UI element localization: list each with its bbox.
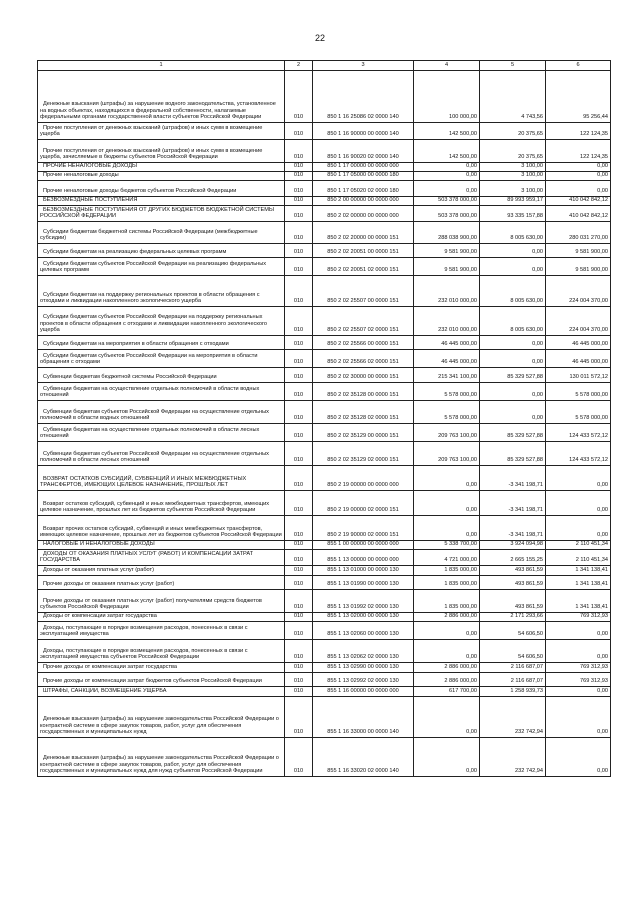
row-code-cell: 010 bbox=[285, 368, 313, 383]
row-code-cell: 010 bbox=[285, 350, 313, 368]
table-row bbox=[38, 673, 611, 687]
row-code-cell: 010 bbox=[285, 276, 313, 307]
row-plan-cell: 100 000,00 bbox=[414, 71, 480, 123]
row-name-cell bbox=[38, 541, 285, 550]
row-plan-cell: 46 445 000,00 bbox=[414, 350, 480, 368]
row-code-cell: 010 bbox=[285, 258, 313, 276]
table-row bbox=[38, 71, 611, 123]
row-fact-cell: 85 329 527,88 bbox=[480, 442, 546, 466]
row-code-cell: 010 bbox=[285, 163, 313, 172]
row-plan-cell: 0,00 bbox=[414, 491, 480, 516]
row-name-cell bbox=[38, 222, 285, 244]
row-fact-cell: 8 005 630,00 bbox=[480, 307, 546, 336]
row-name-text: Субвенции бюджетам субъектов Российской Федерации на осуществление отдельных полномочий в области водных отношений bbox=[40, 408, 269, 422]
row-code-cell: 010 bbox=[285, 622, 313, 640]
row-kbk-cell: 850 2 02 35128 00 0000 151 bbox=[313, 383, 414, 401]
row-kbk-cell: 850 2 19 00000 00 0000 000 bbox=[313, 466, 414, 491]
table-row bbox=[38, 244, 611, 258]
row-fact-cell: -3 341 198,71 bbox=[480, 466, 546, 491]
row-rest-cell: 0,00 bbox=[546, 687, 611, 697]
row-name-text: Доходы, поступающие в порядке возмещения расходов, понесенных в связи с эксплуатацией имущества субъектов Российской Федерации bbox=[40, 647, 248, 661]
row-name-cell bbox=[38, 140, 285, 163]
row-code-cell: 010 bbox=[285, 336, 313, 350]
row-name-cell bbox=[38, 663, 285, 673]
row-kbk-cell: 855 1 13 02990 00 0000 130 bbox=[313, 663, 414, 673]
row-plan-cell: 503 378 000,00 bbox=[414, 206, 480, 222]
row-fact-cell: 1 258 939,73 bbox=[480, 687, 546, 697]
table-row bbox=[38, 401, 611, 424]
row-name-cell bbox=[38, 466, 285, 491]
row-name-text: Субсидии бюджетам бюджетной системы Российской Федерации (межбюджетные субсидии) bbox=[40, 228, 258, 242]
table-row bbox=[38, 258, 611, 276]
row-code-cell: 010 bbox=[285, 566, 313, 576]
row-name-text: ШТРАФЫ, САНКЦИИ, ВОЗМЕЩЕНИЕ УЩЕРБА bbox=[43, 688, 167, 695]
row-name-cell bbox=[38, 622, 285, 640]
row-name-cell bbox=[38, 640, 285, 663]
row-fact-cell: 0,00 bbox=[480, 350, 546, 368]
row-kbk-cell: 850 2 02 35129 00 0000 151 bbox=[313, 424, 414, 442]
row-code-cell: 010 bbox=[285, 491, 313, 516]
row-fact-cell: 54 606,50 bbox=[480, 640, 546, 663]
row-plan-cell: 2 886 000,00 bbox=[414, 613, 480, 622]
row-name-cell bbox=[38, 401, 285, 424]
row-rest-cell: 122 124,35 bbox=[546, 123, 611, 140]
row-kbk-cell: 855 1 13 00000 00 0000 000 bbox=[313, 550, 414, 566]
row-name-text: ДОХОДЫ ОТ ОКАЗАНИЯ ПЛАТНЫХ УСЛУГ (РАБОТ) И КОМПЕНСАЦИИ ЗАТРАТ ГОСУДАРСТВА bbox=[40, 550, 254, 564]
row-fact-cell: 85 329 527,88 bbox=[480, 368, 546, 383]
row-kbk-cell: 855 1 13 01000 00 0000 130 bbox=[313, 566, 414, 576]
row-plan-cell: 232 010 000,00 bbox=[414, 307, 480, 336]
row-plan-cell: 4 721 000,00 bbox=[414, 550, 480, 566]
row-code-cell: 010 bbox=[285, 140, 313, 163]
table-row bbox=[38, 163, 611, 172]
row-kbk-cell: 850 2 02 25566 00 0000 151 bbox=[313, 336, 414, 350]
row-plan-cell: 9 581 900,00 bbox=[414, 258, 480, 276]
row-kbk-cell: 855 1 13 01990 00 0000 130 bbox=[313, 576, 414, 590]
row-kbk-cell: 850 1 17 05000 00 0000 180 bbox=[313, 172, 414, 181]
row-name-cell bbox=[38, 368, 285, 383]
row-name-cell bbox=[38, 350, 285, 368]
table-body bbox=[38, 71, 611, 777]
row-rest-cell: 0,00 bbox=[546, 181, 611, 197]
table-row bbox=[38, 222, 611, 244]
row-rest-cell: 2 110 451,34 bbox=[546, 541, 611, 550]
row-rest-cell: 0,00 bbox=[546, 640, 611, 663]
row-fact-cell: 2 116 687,07 bbox=[480, 663, 546, 673]
row-code-cell: 010 bbox=[285, 206, 313, 222]
row-code-cell: 010 bbox=[285, 123, 313, 140]
row-name-text: Доходы от компенсации затрат государства bbox=[43, 613, 157, 620]
row-plan-cell: 209 763 100,00 bbox=[414, 424, 480, 442]
row-rest-cell: 1 341 138,41 bbox=[546, 576, 611, 590]
row-kbk-cell: 850 2 02 25507 00 0000 151 bbox=[313, 276, 414, 307]
row-plan-cell: 5 578 000,00 bbox=[414, 401, 480, 424]
row-rest-cell: 5 578 000,00 bbox=[546, 401, 611, 424]
row-fact-cell: 0,00 bbox=[480, 244, 546, 258]
row-code-cell: 010 bbox=[285, 673, 313, 687]
row-name-text: Субвенции бюджетам на осуществление отдельных полномочий в области лесных отношений bbox=[40, 426, 260, 440]
row-kbk-cell: 850 2 02 35129 02 0000 151 bbox=[313, 442, 414, 466]
budget-table bbox=[37, 60, 611, 777]
row-rest-cell: 46 445 000,00 bbox=[546, 336, 611, 350]
row-plan-cell: 1 835 000,00 bbox=[414, 576, 480, 590]
row-plan-cell: 0,00 bbox=[414, 622, 480, 640]
row-kbk-cell: 855 1 16 33000 00 0000 140 bbox=[313, 697, 414, 738]
table-row bbox=[38, 368, 611, 383]
row-name-cell bbox=[38, 71, 285, 123]
row-name-text: Прочие поступления от денежных взысканий (штрафов) и иных сумм в возмещение ущерба, зачисляемые в бюджеты субъектов Российской Федерации bbox=[40, 147, 263, 161]
row-fact-cell: 8 005 630,00 bbox=[480, 276, 546, 307]
row-name-cell bbox=[38, 566, 285, 576]
row-plan-cell: 503 378 000,00 bbox=[414, 197, 480, 206]
row-rest-cell: 0,00 bbox=[546, 738, 611, 777]
row-rest-cell: 5 578 000,00 bbox=[546, 383, 611, 401]
row-fact-cell: 8 005 630,00 bbox=[480, 222, 546, 244]
row-plan-cell: 288 038 900,00 bbox=[414, 222, 480, 244]
row-name-cell bbox=[38, 516, 285, 541]
row-code-cell: 010 bbox=[285, 401, 313, 424]
row-name-cell bbox=[38, 697, 285, 738]
row-plan-cell: 0,00 bbox=[414, 738, 480, 777]
row-plan-cell: 0,00 bbox=[414, 466, 480, 491]
row-plan-cell: 2 886 000,00 bbox=[414, 663, 480, 673]
row-code-cell: 010 bbox=[285, 663, 313, 673]
table-row bbox=[38, 466, 611, 491]
row-fact-cell: -3 341 198,71 bbox=[480, 491, 546, 516]
row-rest-cell: 0,00 bbox=[546, 172, 611, 181]
table-row bbox=[38, 566, 611, 576]
table-row bbox=[38, 590, 611, 613]
row-name-cell bbox=[38, 442, 285, 466]
row-code-cell: 010 bbox=[285, 576, 313, 590]
row-kbk-cell: 850 1 17 05020 02 0000 180 bbox=[313, 181, 414, 197]
table-row bbox=[38, 442, 611, 466]
table-header-row bbox=[38, 61, 611, 71]
row-name-cell bbox=[38, 172, 285, 181]
table-row bbox=[38, 424, 611, 442]
row-code-cell: 010 bbox=[285, 307, 313, 336]
row-name-cell bbox=[38, 613, 285, 622]
row-plan-cell: 5 338 700,00 bbox=[414, 541, 480, 550]
row-rest-cell: 9 581 900,00 bbox=[546, 258, 611, 276]
row-fact-cell: 3 100,00 bbox=[480, 181, 546, 197]
row-code-cell: 010 bbox=[285, 550, 313, 566]
table-row bbox=[38, 640, 611, 663]
row-fact-cell: 89 993 959,17 bbox=[480, 197, 546, 206]
row-name-text: Субсидии бюджетам субъектов Российской Федерации на мероприятия в области обращения с отходами bbox=[40, 352, 258, 366]
row-name-text: Субсидии бюджетам на реализацию федеральных целевых программ bbox=[43, 249, 227, 256]
row-plan-cell: 5 578 000,00 bbox=[414, 383, 480, 401]
row-name-text: Прочие доходы от компенсации затрат бюджетов субъектов Российской Федерации bbox=[43, 678, 262, 685]
row-name-text: Прочие неналоговые доходы бюджетов субъектов Российской Федерации bbox=[43, 188, 237, 195]
row-plan-cell: 1 835 000,00 bbox=[414, 566, 480, 576]
row-code-cell: 010 bbox=[285, 738, 313, 777]
row-fact-cell: 232 742,94 bbox=[480, 738, 546, 777]
row-code-cell: 010 bbox=[285, 222, 313, 244]
table-row bbox=[38, 197, 611, 206]
row-kbk-cell: 850 2 19 00000 02 0000 151 bbox=[313, 491, 414, 516]
row-kbk-cell: 855 1 13 02992 02 0000 130 bbox=[313, 673, 414, 687]
row-kbk-cell: 850 1 16 25086 02 0000 140 bbox=[313, 71, 414, 123]
row-name-text: Доходы, поступающие в порядке возмещения расходов, понесенных в связи с эксплуатацией имущества bbox=[40, 624, 248, 638]
row-rest-cell: 0,00 bbox=[546, 516, 611, 541]
column-header: 1 bbox=[38, 61, 285, 71]
row-code-cell: 010 bbox=[285, 71, 313, 123]
row-fact-cell: 0,00 bbox=[480, 401, 546, 424]
row-fact-cell: 493 861,59 bbox=[480, 576, 546, 590]
row-rest-cell: 224 004 370,00 bbox=[546, 276, 611, 307]
table-row bbox=[38, 622, 611, 640]
row-name-cell bbox=[38, 576, 285, 590]
page-number: 22 bbox=[314, 33, 325, 43]
row-kbk-cell: 855 1 13 02000 00 0000 130 bbox=[313, 613, 414, 622]
table-row bbox=[38, 276, 611, 307]
row-fact-cell: 20 375,65 bbox=[480, 123, 546, 140]
row-kbk-cell: 850 1 16 90020 02 0000 140 bbox=[313, 140, 414, 163]
row-kbk-cell: 855 1 00 00000 00 0000 000 bbox=[313, 541, 414, 550]
row-name-text: Возврат остатков субсидий, субвенций и иных межбюджетных трансфертов, имеющих целевое назначение, прошлых лет из бюджетов субъектов Российской Федерации bbox=[40, 500, 270, 514]
row-rest-cell: 124 433 572,12 bbox=[546, 442, 611, 466]
row-rest-cell: 410 042 842,12 bbox=[546, 206, 611, 222]
row-fact-cell: 0,00 bbox=[480, 336, 546, 350]
row-rest-cell: 46 445 000,00 bbox=[546, 350, 611, 368]
table-row bbox=[38, 738, 611, 777]
row-kbk-cell: 850 2 02 35128 02 0000 151 bbox=[313, 401, 414, 424]
row-code-cell: 010 bbox=[285, 442, 313, 466]
row-rest-cell: 0,00 bbox=[546, 163, 611, 172]
row-fact-cell: 20 375,65 bbox=[480, 140, 546, 163]
row-kbk-cell: 850 2 02 20000 00 0000 151 bbox=[313, 222, 414, 244]
table-row bbox=[38, 307, 611, 336]
row-code-cell: 010 bbox=[285, 640, 313, 663]
table-row bbox=[38, 140, 611, 163]
table-row bbox=[38, 123, 611, 140]
row-kbk-cell: 850 1 16 90000 00 0000 140 bbox=[313, 123, 414, 140]
row-name-cell bbox=[38, 206, 285, 222]
row-kbk-cell: 850 2 02 30000 00 0000 151 bbox=[313, 368, 414, 383]
row-code-cell: 010 bbox=[285, 541, 313, 550]
row-fact-cell: 3 924 094,98 bbox=[480, 541, 546, 550]
row-name-text: Прочие поступления от денежных взысканий (штрафов) и иных сумм в возмещение ущерба bbox=[40, 124, 263, 138]
row-code-cell: 010 bbox=[285, 516, 313, 541]
row-plan-cell: 209 763 100,00 bbox=[414, 442, 480, 466]
row-fact-cell: 493 861,59 bbox=[480, 566, 546, 576]
row-rest-cell: 95 256,44 bbox=[546, 71, 611, 123]
table-row bbox=[38, 172, 611, 181]
row-name-text: БЕЗВОЗМЕЗДНЫЕ ПОСТУПЛЕНИЯ ОТ ДРУГИХ БЮДЖЕТОВ БЮДЖЕТНОЙ СИСТЕМЫ РОССИЙСКОЙ ФЕДЕРАЦИИ bbox=[40, 206, 274, 220]
column-header: 4 bbox=[414, 61, 480, 71]
row-rest-cell: 0,00 bbox=[546, 697, 611, 738]
table-row bbox=[38, 541, 611, 550]
row-code-cell: 010 bbox=[285, 244, 313, 258]
row-kbk-cell: 855 1 16 00000 00 0000 000 bbox=[313, 687, 414, 697]
row-kbk-cell: 850 2 19 90000 02 0000 151 bbox=[313, 516, 414, 541]
row-name-text: Субвенции бюджетам на осуществление отдельных полномочий в области водных отношений bbox=[40, 385, 260, 399]
row-name-text: Возврат прочих остатков субсидий, субвенций и иных межбюджетных трансфертов, имеющих целевое назначение, прошлых лет из бюджетов субъектов Российской Федерации bbox=[40, 525, 282, 539]
row-fact-cell: 232 742,94 bbox=[480, 697, 546, 738]
table-row bbox=[38, 336, 611, 350]
row-name-cell bbox=[38, 550, 285, 566]
row-kbk-cell: 850 2 02 20051 02 0000 151 bbox=[313, 258, 414, 276]
row-name-text: ВОЗВРАТ ОСТАТКОВ СУБСИДИЙ, СУБВЕНЦИЙ И ИНЫХ МЕЖБЮДЖЕТНЫХ ТРАНСФЕРТОВ, ИМЕЮЩИХ ЦЕЛЕВОЕ НАЗНАЧЕНИЕ, ПРОШЛЫХ ЛЕТ bbox=[40, 475, 247, 489]
row-name-cell bbox=[38, 424, 285, 442]
row-fact-cell: 3 100,00 bbox=[480, 172, 546, 181]
row-fact-cell: 0,00 bbox=[480, 383, 546, 401]
column-header: 5 bbox=[480, 61, 546, 71]
row-code-cell: 010 bbox=[285, 590, 313, 613]
row-rest-cell: 769 312,93 bbox=[546, 673, 611, 687]
row-plan-cell: 0,00 bbox=[414, 163, 480, 172]
row-code-cell: 010 bbox=[285, 687, 313, 697]
row-name-cell bbox=[38, 673, 285, 687]
row-plan-cell: 46 445 000,00 bbox=[414, 336, 480, 350]
table-row bbox=[38, 576, 611, 590]
row-rest-cell: 769 312,93 bbox=[546, 613, 611, 622]
row-fact-cell: 54 606,50 bbox=[480, 622, 546, 640]
row-name-text: ПРОЧИЕ НЕНАЛОГОВЫЕ ДОХОДЫ bbox=[43, 163, 138, 170]
row-code-cell: 010 bbox=[285, 197, 313, 206]
row-name-text: Прочие доходы от компенсации затрат государства bbox=[43, 664, 178, 671]
table-row bbox=[38, 697, 611, 738]
row-name-text: Денежные взыскания (штрафы) за нарушение законодательства Российской Федерации о контрактной системе в сфере закупок товаров, работ, услуг для обеспечения государственных и муниципальных нужд bbox=[40, 716, 279, 736]
row-kbk-cell: 850 2 02 00000 00 0000 000 bbox=[313, 206, 414, 222]
row-rest-cell: 130 011 572,12 bbox=[546, 368, 611, 383]
row-name-text: Денежные взыскания (штрафы) за нарушение законодательства Российской Федерации о контрактной системе в сфере закупок товаров, работ, услуг для обеспечения государственных и муниципальных нужд для нужд субъектов Российской Федерации bbox=[40, 755, 279, 775]
row-fact-cell: 2 171 293,66 bbox=[480, 613, 546, 622]
row-rest-cell: 0,00 bbox=[546, 491, 611, 516]
row-code-cell: 010 bbox=[285, 383, 313, 401]
row-plan-cell: 0,00 bbox=[414, 640, 480, 663]
row-name-text: Прочие доходы от оказания платных услуг (работ) получателями средств бюджетов субъектов Российской Федерации bbox=[40, 597, 262, 611]
table-row bbox=[38, 550, 611, 566]
row-rest-cell: 2 110 451,34 bbox=[546, 550, 611, 566]
row-code-cell: 010 bbox=[285, 613, 313, 622]
row-fact-cell: 493 861,59 bbox=[480, 590, 546, 613]
row-rest-cell: 410 042 842,12 bbox=[546, 197, 611, 206]
table-row bbox=[38, 491, 611, 516]
row-name-text: Доходы от оказания платных услуг (работ) bbox=[43, 567, 154, 574]
row-plan-cell: 617 700,00 bbox=[414, 687, 480, 697]
row-name-cell bbox=[38, 276, 285, 307]
row-kbk-cell: 850 2 02 25507 02 0000 151 bbox=[313, 307, 414, 336]
row-rest-cell: 1 341 138,41 bbox=[546, 590, 611, 613]
row-name-cell bbox=[38, 258, 285, 276]
row-name-cell bbox=[38, 491, 285, 516]
row-name-text: Субвенции бюджетам бюджетной системы Российской Федерации bbox=[43, 374, 217, 381]
row-rest-cell: 769 312,93 bbox=[546, 663, 611, 673]
row-fact-cell: 4 743,56 bbox=[480, 71, 546, 123]
row-rest-cell: 124 433 572,12 bbox=[546, 424, 611, 442]
row-rest-cell: 0,00 bbox=[546, 466, 611, 491]
row-plan-cell: 142 500,00 bbox=[414, 140, 480, 163]
table-row bbox=[38, 687, 611, 697]
row-fact-cell: 0,00 bbox=[480, 258, 546, 276]
row-rest-cell: 0,00 bbox=[546, 622, 611, 640]
row-plan-cell: 1 835 000,00 bbox=[414, 590, 480, 613]
row-plan-cell: 0,00 bbox=[414, 181, 480, 197]
row-name-text: Субсидии бюджетам на мероприятия в области обращения с отходами bbox=[43, 341, 229, 348]
row-name-text: НАЛОГОВЫЕ И НЕНАЛОГОВЫЕ ДОХОДЫ bbox=[43, 541, 155, 548]
table-row bbox=[38, 350, 611, 368]
row-name-text: Прочие доходы от оказания платных услуг (работ) bbox=[43, 581, 175, 588]
row-plan-cell: 9 581 900,00 bbox=[414, 244, 480, 258]
row-plan-cell: 232 010 000,00 bbox=[414, 276, 480, 307]
row-fact-cell: 85 329 527,88 bbox=[480, 424, 546, 442]
column-header: 2 bbox=[285, 61, 313, 71]
row-name-cell bbox=[38, 307, 285, 336]
table-row bbox=[38, 181, 611, 197]
row-code-cell: 010 bbox=[285, 466, 313, 491]
row-name-cell bbox=[38, 244, 285, 258]
table-row bbox=[38, 383, 611, 401]
row-rest-cell: 280 031 270,00 bbox=[546, 222, 611, 244]
row-code-cell: 010 bbox=[285, 172, 313, 181]
row-name-text: Субсидии бюджетам субъектов Российской Федерации на реализацию федеральных целевых программ bbox=[40, 260, 267, 274]
table-row bbox=[38, 206, 611, 222]
row-kbk-cell: 855 1 13 02060 00 0000 130 bbox=[313, 622, 414, 640]
row-kbk-cell: 855 1 16 33020 02 0000 140 bbox=[313, 738, 414, 777]
row-rest-cell: 9 581 900,00 bbox=[546, 244, 611, 258]
row-name-cell bbox=[38, 123, 285, 140]
row-name-cell bbox=[38, 383, 285, 401]
row-rest-cell: 122 124,35 bbox=[546, 140, 611, 163]
row-name-text: Субвенции бюджетам субъектов Российской Федерации на осуществление отдельных полномочий в области лесных отношений bbox=[40, 450, 269, 464]
row-code-cell: 010 bbox=[285, 424, 313, 442]
row-fact-cell: 2 665 155,25 bbox=[480, 550, 546, 566]
row-kbk-cell: 850 1 17 00000 00 0000 000 bbox=[313, 163, 414, 172]
row-kbk-cell: 855 1 13 01992 02 0000 130 bbox=[313, 590, 414, 613]
row-plan-cell: 215 341 100,00 bbox=[414, 368, 480, 383]
row-rest-cell: 1 341 138,41 bbox=[546, 566, 611, 576]
table-row bbox=[38, 516, 611, 541]
row-plan-cell: 0,00 bbox=[414, 516, 480, 541]
row-code-cell: 010 bbox=[285, 697, 313, 738]
row-fact-cell: 3 100,00 bbox=[480, 163, 546, 172]
row-name-text: Субсидии бюджетам на поддержку региональных проектов в области обращения с отходами и ликвидации накопленного экологического ущерба bbox=[40, 291, 260, 305]
row-name-cell bbox=[38, 590, 285, 613]
row-name-cell bbox=[38, 738, 285, 777]
row-kbk-cell: 855 1 13 02062 02 0000 130 bbox=[313, 640, 414, 663]
row-kbk-cell: 850 2 02 25566 02 0000 151 bbox=[313, 350, 414, 368]
row-name-text: Денежные взыскания (штрафы) за нарушение водного законодательства, установленное на водных объектах, находящихся в федеральной собственности, налагаемые федеральными органами государственной власти субъектов Российской Федерации bbox=[40, 101, 276, 121]
row-code-cell: 010 bbox=[285, 181, 313, 197]
table-row bbox=[38, 613, 611, 622]
row-plan-cell: 0,00 bbox=[414, 697, 480, 738]
row-name-cell bbox=[38, 687, 285, 697]
row-fact-cell: 93 335 157,88 bbox=[480, 206, 546, 222]
row-plan-cell: 0,00 bbox=[414, 172, 480, 181]
row-fact-cell: 2 116 687,07 bbox=[480, 673, 546, 687]
row-name-text: Прочие неналоговые доходы bbox=[43, 172, 119, 179]
column-header: 3 bbox=[313, 61, 414, 71]
row-name-cell bbox=[38, 163, 285, 172]
row-kbk-cell: 850 2 02 20051 00 0000 151 bbox=[313, 244, 414, 258]
row-kbk-cell: 850 2 00 00000 00 0000 000 bbox=[313, 197, 414, 206]
row-name-text: БЕЗВОЗМЕЗДНЫЕ ПОСТУПЛЕНИЯ bbox=[43, 197, 138, 204]
row-name-cell bbox=[38, 181, 285, 197]
table-row bbox=[38, 663, 611, 673]
row-plan-cell: 142 500,00 bbox=[414, 123, 480, 140]
column-header: 6 bbox=[546, 61, 611, 71]
row-name-cell bbox=[38, 336, 285, 350]
row-plan-cell: 2 886 000,00 bbox=[414, 673, 480, 687]
row-name-cell bbox=[38, 197, 285, 206]
row-rest-cell: 224 004 370,00 bbox=[546, 307, 611, 336]
row-name-text: Субсидии бюджетам субъектов Российской Федерации на поддержку региональных проектов в области обращения с отходами и ликвидации накопленного экологического ущерба bbox=[40, 314, 268, 334]
row-fact-cell: -3 341 198,71 bbox=[480, 516, 546, 541]
